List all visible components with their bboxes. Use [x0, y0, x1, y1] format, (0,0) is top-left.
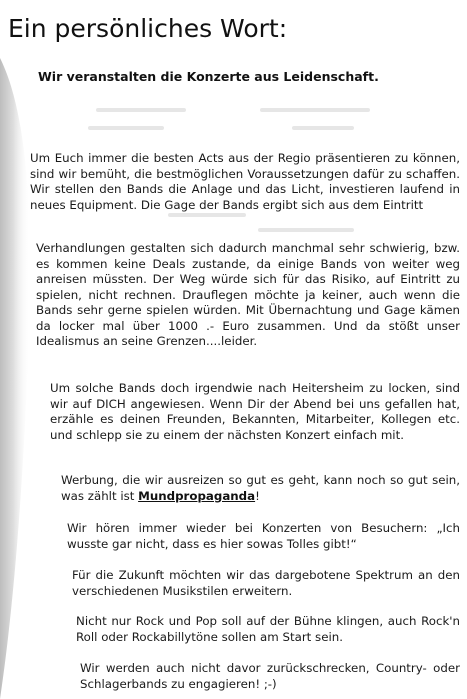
paragraph-4-text-end: !: [255, 488, 260, 503]
emphasis-mundpropaganda: Mundpropaganda: [138, 488, 256, 503]
paragraph-1: [30, 151, 460, 213]
paragraph-8-text: Wir werden auch nicht davor zurückschrecken, Country- oder Schlagerbands zu engagieren! ;-): [80, 661, 460, 691]
paragraph-6: [72, 568, 460, 599]
paragraph-3-text: Um solche Bands doch irgendwie nach Heitersheim zu locken, sind wir auf DICH angewiesen. Wenn Dir der Abend bei uns gefallen hat, erzähle es deinen Freunden, Bekannten, Mitarbeiter, Kollegen etc. und schlepp sie zu einem der nächsten Konzert einfach mit.: [50, 381, 460, 442]
paragraph-2: [36, 241, 460, 350]
paragraph-3: [50, 381, 460, 443]
paragraph-4: [61, 473, 460, 504]
paragraph-4-text-start: Werbung, die wir ausreizen so gut es geht, kann noch so gut sein, was zählt ist: [61, 473, 460, 503]
paragraph-8: [80, 661, 460, 692]
paragraph-7-text: Nicht nur Rock und Pop soll auf der Bühne klingen, auch Rock'n Roll oder Rockabillytöne sollen am Start sein.: [76, 614, 460, 644]
paragraph-6-text: Für die Zukunft möchten wir das dargebotene Spektrum an den verschiedenen Musikstilen erweitern.: [72, 568, 460, 598]
paragraph-7: [76, 614, 460, 645]
paragraph-2-text: Verhandlungen gestalten sich dadurch manchmal sehr schwierig, bzw. es kommen keine Deals zustande, da einige Bands von weiter weg anreisen müssten. Der Weg würde sich für das Risiko, auf Eintritt zu spielen, nicht rechnen. Drauflegen möchte ja keiner, auch wenn die Bands sehr gerne spielen würden. Mit Übernachtung und Gage kämen da locker mal über 1000 .- Euro zusammen. Und da stößt unser Idealismus an seine Grenzen....leider.: [36, 241, 460, 348]
page-heading: Ein persönliches Wort:: [8, 14, 288, 43]
page-subheading: Wir veranstalten die Konzerte aus Leidenschaft.: [38, 69, 379, 84]
paragraph-5-text: Wir hören immer wieder bei Konzerten von Besuchern: „Ich wusste gar nicht, dass es hier sowas Tolles gibt!“: [67, 521, 460, 551]
paragraph-5: [67, 521, 460, 552]
paragraph-1-text: Um Euch immer die besten Acts aus der Regio präsentieren zu können, sind wir bemüht, die bestmöglichen Voraussetzungen dafür zu schaffen. Wir stellen den Bands die Anlage und das Licht, investieren laufend in neues Equipment. Die Gage der Bands ergibt sich aus dem Eintritt: [30, 151, 460, 212]
